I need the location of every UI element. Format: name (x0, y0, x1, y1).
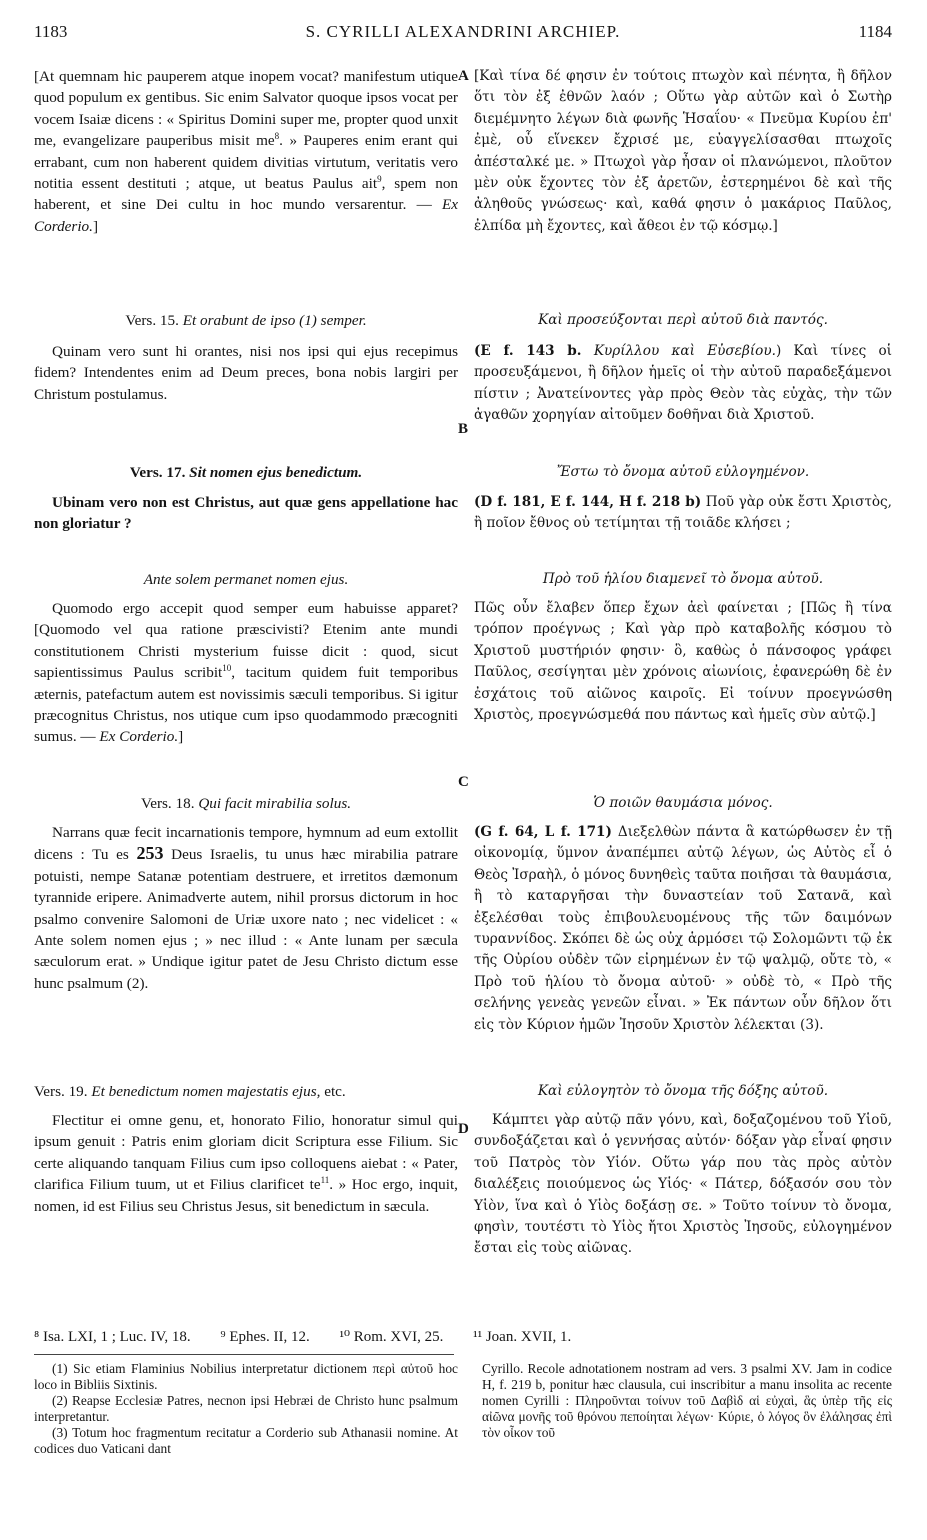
section-marker-a: A (458, 68, 469, 84)
footnote-3: (3) Totum hoc fragmentum recitatur a Corderio sub Athanasii nomine. At codices duo Vaticani dant (34, 1425, 458, 1456)
reference-item: ⁹ Ephes. II, 12. (220, 1329, 310, 1345)
latin-verse-15-commentary: Quinam vero sunt hi orantes, nisi nos ipsi qui ejus recepimus fidem? Intendentes enim ad Deum preces, bona nobis largiri per Christum postulamus. (34, 343, 458, 403)
page-number-right: 1184 (858, 22, 892, 41)
greek-verse-17-commentary: (D f. 181, E f. 144, H f. 218 b) Ποῦ γὰρ οὐκ ἔστι Χριστὸς, ἢ ποῖον ἔθνος οὐ τετίμηται τῇ τοιᾶδε κλήσει ; (474, 494, 892, 532)
greek-verse-19-commentary: Κάμπτει γὰρ αὐτῷ πᾶν γόνυ, καὶ, δοξαζομένου τοῦ Υἱοῦ, συνδοξάζεται καὶ ὁ γεννήσας αὐτόν· δόξαν γὰρ εἶναί φησιν τοῦ Πατρὸς τὸν Υἱόν. Οὕτω γάρ που τὰς πρὸς αὐτὸν διαλέξεις ποιούμενος ὡς Υἱός· « Πάτερ, δόξασόν σου τὸν Υἱὸν, ἵνα καὶ ὁ Υἱὸς δοξάσῃ σε. » Τοῦτο τοίνυν τὸ ὄνομα, φησὶν, τουτέστι τὸ Υἱὸς ἤτοι Χριστὸς Ἰησοῦς, εὐλογημένον ἔσται εἰς τοὺς αἰῶνας. (474, 1112, 892, 1257)
greek-verse-17-heading: Ἔστω τὸ ὄνομα αὐτοῦ εὐλογημένον. (556, 464, 810, 480)
latin-verse-18-commentary: Narrans quæ fecit incarnationis tempore, hymnum ad eum extollit dicens : Tu es 253 Deus Israelis, tu unus hæc mirabilia patrare potuisti, nempe Satanæ potentiam destruere, et irretitos dæmonum tyrannide eripere. Animadverte autem, nihil prorsus dictorum in hoc psalmo convenire Salomoni de Uriæ uxore nato ; nec videlicet : « Ante solem nomen ejus ; » nec illud : « Ante lunam per sæcula sæculorum erat. » Undique igitur patet de Jesu Christo dictum esse hunc psalmum (2). (34, 824, 459, 992)
latin-verse-17-heading: Vers. 17. Sit nomen ejus benedictum. (129, 464, 363, 481)
greek-verse-17b-commentary: Πῶς οὖν ἔλαβεν ὅπερ ἔχων ἀεὶ φαίνεται ; [Πῶς ἢ τίνα τρόπον προέγνως ; Καὶ γὰρ πρὸ καταβολῆς κόσμου τὸ Χριστοῦ μυστήριόν φησιν· ὃ, καθὼς ὁ πάνσοφος γράφει Παῦλος, σεσίγηται μὲν χρόνοις αἰωνίοις, ἐφανερώθη δὲ ἐν ἐσχάτοις τοῦ αἰῶνος καιροῖς. Εἰ τοίνυν προεγνώσθη Χριστὸς, προεγνώσμεθά που πάντως καὶ ἡμεῖς σὺν αὐτῷ.] (474, 600, 892, 724)
footnote-divider (34, 1354, 454, 1355)
page-number-left: 1183 (34, 22, 68, 41)
greek-verse-18-commentary: (G f. 64, L f. 171) Διεξελθὼν πάντα ἃ κατώρθωσεν ἐν τῇ οἰκονομίᾳ, ὕμνον ἀναπέμπει αὐτῷ λέγων, ὡς Αὐτὸς εἶ ὁ Θεὸς Ἰσραὴλ, ὁ μόνος δυνηθεὶς ταῦτα ποιῆσαι τὰ θαυμάσια, ἢ τὸ καταργῆσαι τὴν δυναστείαν τοῦ Σατανᾶ, καὶ ἐξελέσθαι τοὺς ἐπιβουλευομένους τῆς τῶν δαιμόνων τυραννίδος. Σκόπει δὲ ὡς οὐχ ἁρμόσει τῷ Σολομῶντι τῷ ἐκ τῆς Οὐρίου οὐδὲν τῶν εἰρημένων ἐν τῷ ψαλμῷ, οὔτε τὸ, « Πρὸ τοῦ ἡλίου τὸ ὄνομα αὐτοῦ· » οὐδὲ τὸ, « Πρὸ τῆς σελήνης γενεὰς γενεῶν εἶναι. » Ἐκ πάντων οὖν δῆλον ὅτι εἰς τὸν Κύριον ἡμῶν Ἰησοῦν Χριστὸν λέλεκται (3). (474, 824, 892, 1033)
reference-item: ¹⁰ Rom. XVI, 25. (339, 1329, 444, 1345)
reference-item: ¹¹ Joan. XVII, 1. (473, 1329, 572, 1345)
latin-verse-17b-heading: Ante solem permanet nomen ejus. (143, 571, 349, 588)
footnote-2: (2) Reapse Ecclesiæ Patres, necnon ipsi Hebræi de Christo hunc psalmum interpretantur. (34, 1393, 458, 1424)
running-title: S. CYRILLI ALEXANDRINI ARCHIEP. (305, 22, 621, 41)
footnotes-right (482, 1361, 892, 1441)
footnotes-left (34, 1361, 458, 1457)
greek-verse-18-heading: Ὁ ποιῶν θαυμάσια μόνος. (593, 795, 773, 811)
latin-intro: [At quemnam hic pauperem atque inopem vocat? manifestum utique quod populum ex gentibus. Sic enim Salvator quoque ipsos vocat per vocem Isaiæ dicens : « Spiritus Domini super me, propter quod unxit me, evangelizare pauperibus misit $me^8$. » Pauperes enim erant qui errabant, cum non haberent quidem divitias virtutum, veritatis vero notitia essent destituti ; atque, ut beatus Paulus ait$^9$, spem non haberent, et sine Dei cultu in hoc mundo versarentur. — Ex Corderio.] (34, 68, 459, 235)
footnote-3-continued: Cyrillo. Recole adnotationem nostram ad vers. 3 psalmi XV. Jam in codice H, f. 219 b, ponitur hæc clausula, cui inscribitur a manu insolita ac recente nomen Cyrilli : Πληροῦνται τοίνυν τοῦ Δαβὶδ αἱ εὐχαὶ, ἃς ὑπὲρ τῆς εἰς αἰῶνα μονῆς τοῦ θρόνου πεποίηται λέγων· Κύριε, ὁ λόγος ὃν ἐλάλησας ἐπὶ τὸν οἶκον τοῦ (482, 1361, 892, 1440)
greek-intro: [Καὶ τίνα δέ φησιν ἐν τούτοις πτωχὸν καὶ πένητα, ἢ δῆλον ὅτι τὸν ἐξ ἐθνῶν λαόν ; Οὕτω γὰρ αὐτῶν καὶ ὁ Σωτὴρ διεμέμνητο λέγων διὰ φωνῆς Ἡσαΐου· « Πνεῦμα Κυρίου ἐπ' ἐμὲ, οὗ εἵνεκεν ἔχρισέ με, εὐαγγελίσασθαι πτωχοῖς ἀπέσταλκέ με. » Πτωχοὶ γὰρ ἦσαν οἱ πλανώμενοι, πλοῦτον μὲν οὐκ ἔχοντες τὸν ἐξ ἀρετῶν, ἐστερημένοι δὲ καὶ τῆς ἀληθοῦς γνώσεως· καὶ, καθά φησιν ὁ μακάριος Παῦλος, ἐλπίδα μὴ ἔχοντες, καὶ ἄθεοι ἐν τῷ κόσμῳ.] (474, 68, 892, 234)
latin-verse-17-commentary: Ubinam vero non est Christus, aut quæ gens appellatione hac non gloriatur ? (34, 494, 458, 533)
section-marker-c: C (458, 774, 469, 790)
section-marker-b: B (458, 421, 469, 437)
greek-verse-17b-heading: Πρὸ τοῦ ἡλίου διαμενεῖ τὸ ὄνομα αὐτοῦ. (542, 571, 824, 587)
latin-verse-19-heading: Vers. 19. Et benedictum nomen majestatis ejus, etc. (34, 1083, 346, 1100)
scripture-references (34, 1327, 892, 1346)
latin-verse-18-heading: Vers. 18. Qui facit mirabilia solus. (140, 795, 352, 812)
section-marker-d: D (458, 1121, 469, 1137)
margin-number-253: 253 (136, 843, 164, 864)
latin-verse-17b-commentary: Quomodo ergo accepit quod semper eum habuisse apparet? [Quomodo vel qua ratione præscivisti? Etenim ante mundi constitutionem Christi mysterium fuisse dicit : quod, sicut sapientissimus Paulus scribit$^{10}$, tacitum quidem fuit temporibus æternis, patefactum autem est novissimis sæculi temporibus. Si igitur præcognitus Christus, nos utique cum ipso quodammodo præcogniti sumus. — Ex Corderio.] (34, 600, 458, 746)
greek-verse-15-heading: Καὶ προσεύξονται περὶ αὐτοῦ διὰ παντός. (538, 312, 828, 328)
greek-verse-19-heading: Καὶ εὐλογητὸν τὸ ὄνομα τῆς δόξης αὐτοῦ. (537, 1083, 829, 1099)
latin-verse-15-heading: Vers. 15. Et orabunt de ipso (1) semper. (125, 312, 367, 329)
latin-verse-19-commentary: Flectitur ei omne genu, et, honorato Filio, honoratur simul qui ipsum genuit : Patris enim gloriam dicit Scriptura esse Filium. Sic certe aliquando tanquam Filius cum ipso colloquens aiebat : « Pater, clarifica Filium tuum, ut et Filius clarificet $te^{11}$. » Hoc ergo, inquit, nomen, id est Filius seu Christus Jesus, sit benedictum in sæcula. (34, 1112, 458, 1215)
reference-item: ⁸ Isa. LXI, 1 ; Luc. IV, 18. (34, 1329, 191, 1345)
greek-verse-15-commentary: (E f. 143 b. Κυρίλλου καὶ Εὐσεβίου.) Καὶ τίνες οἱ προσευξάμενοι, ἢ δῆλον ἡμεῖς οἱ τὴν αὐτοῦ παραδεξάμενοι πίστιν ; Ἀνατείνοντες γὰρ πρὸς Θεὸν τὰς εὐχὰς, τὴν τῶν ἀγαθῶν χορηγίαν αἰτοῦμεν δοθῆναι διὰ Χριστοῦ. (474, 343, 892, 424)
page-header (34, 22, 892, 46)
footnote-1: (1) Sic etiam Flaminius Nobilius interpretatur dictionem περὶ αὐτοῦ hoc loco in Bibliis Sixtinis. (34, 1361, 458, 1392)
